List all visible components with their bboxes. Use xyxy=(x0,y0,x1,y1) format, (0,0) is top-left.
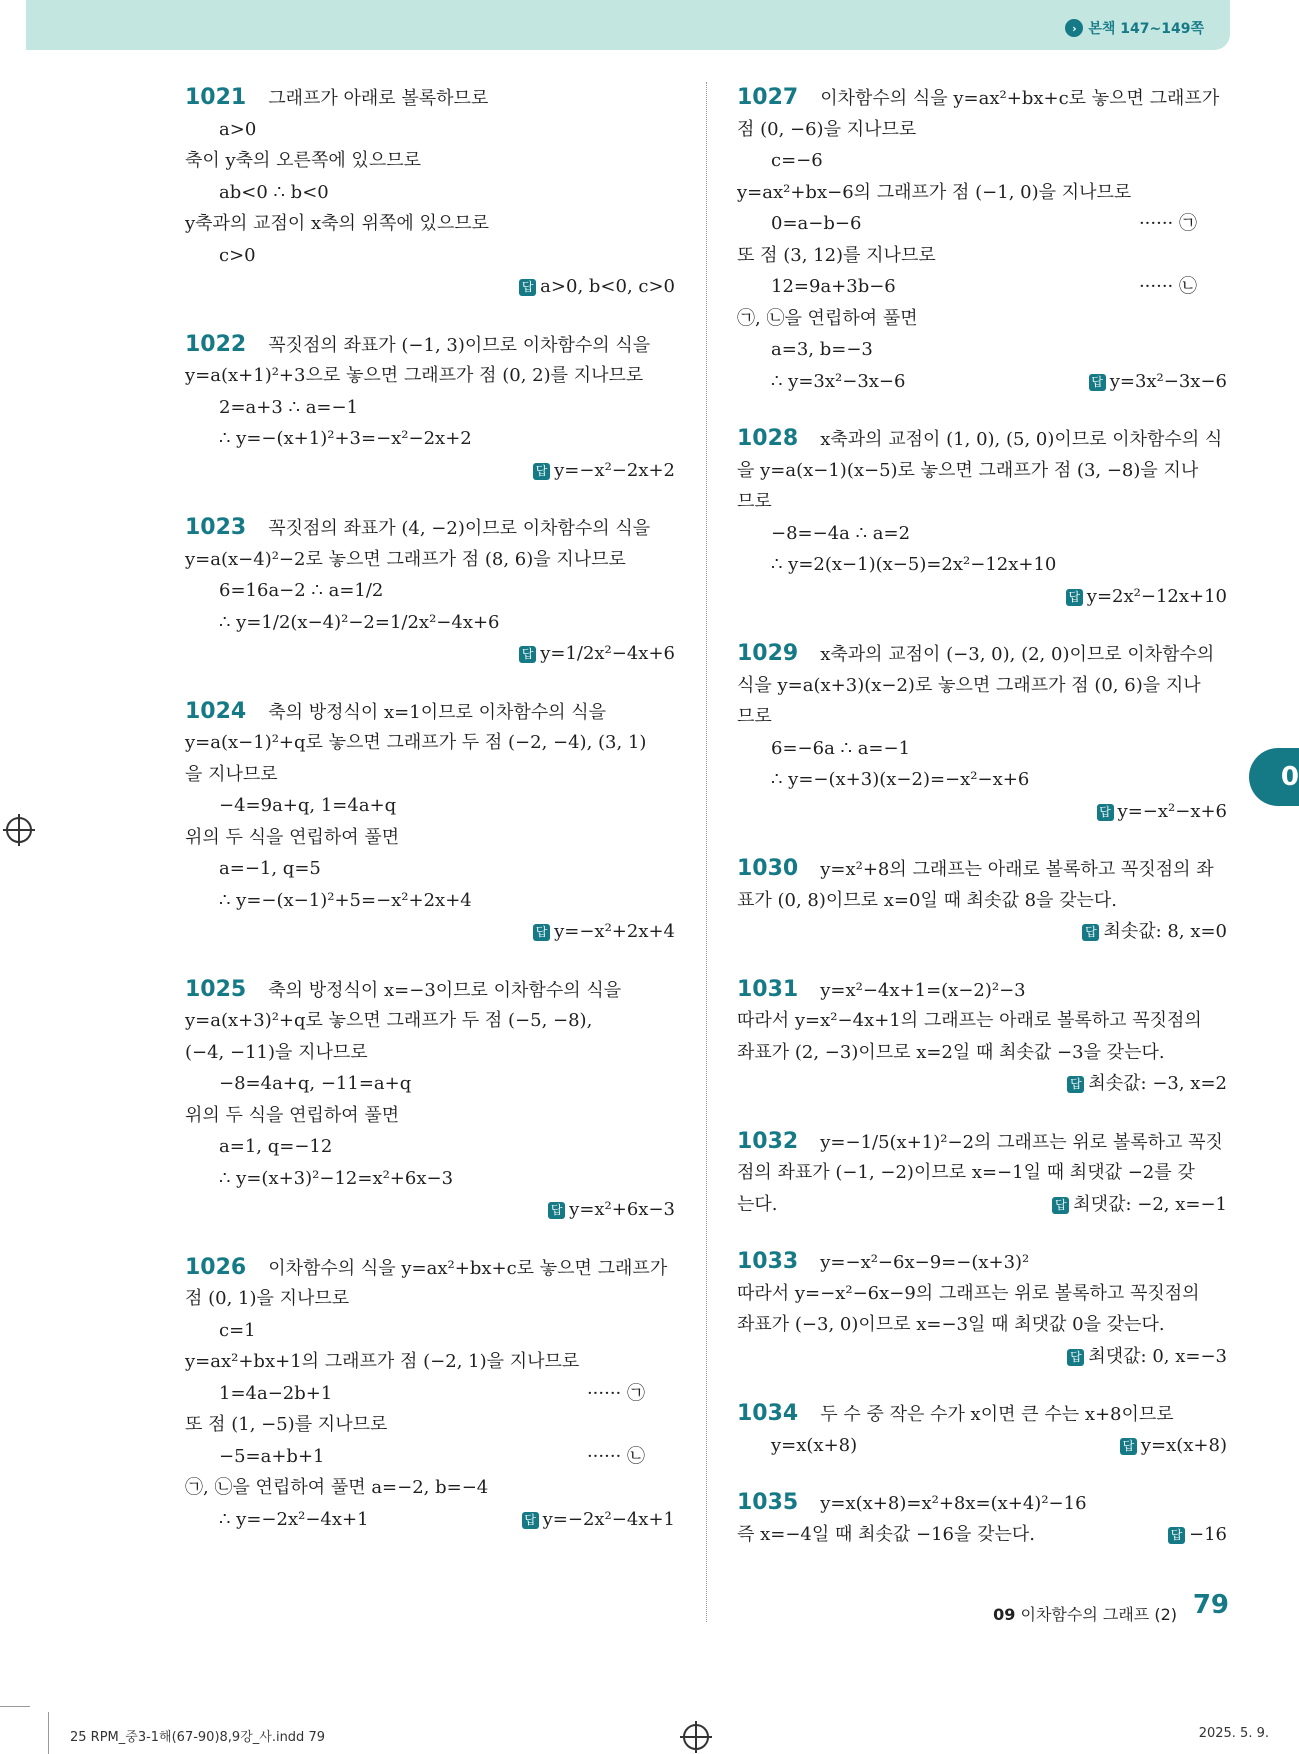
answer-line xyxy=(737,1068,1227,1100)
chapter-number: 09 xyxy=(993,1605,1016,1624)
solution-line xyxy=(185,512,675,544)
line-text: ∴ y=2(x−1)(x−5)=2x²−12x+10 xyxy=(771,554,1057,575)
line-text: y=x²−4x+1=(x−2)²−3 xyxy=(820,979,1026,1001)
chapter-tab xyxy=(1249,748,1299,806)
solution-line xyxy=(185,1441,675,1473)
problem-1025 xyxy=(185,974,675,1226)
line-text: c=−6 xyxy=(771,150,823,171)
solution-line xyxy=(737,303,1227,335)
line-text: 6=16a−2 ∴ a=1/2 xyxy=(219,580,384,601)
solution-line xyxy=(185,1100,675,1132)
line-text: y=ax²+bx+1의 그래프가 점 (−2, 1)을 지나므로 xyxy=(185,1351,580,1372)
line-text: −8=−4a ∴ a=2 xyxy=(771,522,911,544)
solution-line xyxy=(737,974,1227,1006)
problem-number: 1023 xyxy=(185,515,247,540)
answer-text: 최댓값: −2, x=−1 xyxy=(1073,1193,1227,1215)
solution-line xyxy=(737,853,1227,885)
chapter-footer xyxy=(993,1602,1177,1625)
chapter-title: 이차함수의 그래프 xyxy=(1020,1605,1150,1624)
answer-line xyxy=(185,638,675,670)
solution-line xyxy=(185,208,675,240)
solution-line xyxy=(185,790,675,822)
line-text: 이차함수의 식을 y=ax²+bx+c로 놓으면 그래프가 xyxy=(820,88,1220,109)
line-text: y=−x²−6x−9=−(x+3)² xyxy=(820,1252,1030,1273)
solution-line xyxy=(737,334,1227,366)
line-text: 6=−6a ∴ a=−1 xyxy=(771,737,911,759)
line-text: 좌표가 (−3, 0)이므로 x=−3일 때 최댓값 0을 갖는다. xyxy=(737,1314,1165,1335)
solution-line xyxy=(185,607,675,639)
registration-mark-bottom xyxy=(683,1724,709,1750)
line-text: y=1/2x²−4x+6 xyxy=(540,643,675,664)
line-text: 표가 (0, 8)이므로 x=0일 때 최솟값 8을 갖는다. xyxy=(737,889,1118,911)
answer-inline xyxy=(1168,1519,1227,1551)
solution-line xyxy=(185,1504,675,1536)
line-text: 므로 xyxy=(737,706,772,727)
line-text: 2=a+3 ∴ a=−1 xyxy=(219,396,359,418)
line-text: a=3, b=−3 xyxy=(771,339,873,360)
right-column xyxy=(737,82,1227,1576)
solution-line xyxy=(737,240,1227,272)
problem-number: 1022 xyxy=(185,331,247,357)
line-text: 그래프가 아래로 볼록하므로 xyxy=(268,88,489,109)
line-text: 최솟값: −3, x=2 xyxy=(1088,1073,1227,1094)
answer-line xyxy=(185,916,675,948)
line-text: y=a(x−4)²−2로 놓으면 그래프가 점 (8, 6)을 지나므로 xyxy=(185,548,626,570)
line-text: 12=9a+3b−6 xyxy=(771,276,896,297)
answer-inline xyxy=(1052,1189,1227,1221)
line-text: ∴ y=−(x−1)²+5=−x²+2x+4 xyxy=(219,889,472,911)
problem-number: 1027 xyxy=(737,85,799,110)
answer-icon: 답 xyxy=(1067,1349,1084,1366)
line-text: 는다. xyxy=(737,1193,778,1215)
answer-icon: 답 xyxy=(1120,1438,1137,1455)
line-text: 또 점 (3, 12)를 지나므로 xyxy=(737,244,936,266)
solution-line xyxy=(737,1246,1227,1278)
solution-line xyxy=(185,114,675,146)
line-text: 꼭짓점의 좌표가 (4, −2)이므로 이차함수의 식을 xyxy=(268,518,651,539)
solution-line xyxy=(185,240,675,272)
problem-number: 1028 xyxy=(737,426,799,451)
solution-line xyxy=(737,1487,1227,1519)
problem-number: 1034 xyxy=(737,1401,799,1426)
problem-1033 xyxy=(737,1246,1227,1372)
line-text: −4=9a+q, 1=4a+q xyxy=(219,795,397,816)
line-text: 즉 x=−4일 때 최솟값 −16을 갖는다. xyxy=(737,1523,1035,1545)
chevron-right-icon: › xyxy=(1065,19,1083,37)
solution-line xyxy=(737,1519,1227,1551)
line-text: y=ax²+bx−6의 그래프가 점 (−1, 0)을 지나므로 xyxy=(737,181,1132,203)
solution-line xyxy=(737,885,1227,917)
problem-1022 xyxy=(185,329,675,487)
line-text: 이차함수의 식을 y=ax²+bx+c로 놓으면 그래프가 xyxy=(268,1257,668,1279)
line-text: 따라서 y=x²−4x+1의 그래프는 아래로 볼록하고 꼭짓점의 xyxy=(737,1010,1202,1031)
line-text: 최솟값: 8, x=0 xyxy=(1103,921,1227,942)
answer-line xyxy=(185,1194,675,1226)
problem-1030 xyxy=(737,853,1227,948)
solution-line xyxy=(737,486,1227,518)
line-text: y=x(x+8)=x²+8x=(x+4)²−16 xyxy=(820,1493,1087,1514)
solution-line xyxy=(737,423,1227,455)
answer-line xyxy=(185,271,675,303)
solution-line xyxy=(737,733,1227,765)
line-text: y=−1/5(x+1)²−2의 그래프는 위로 볼록하고 꼭짓 xyxy=(820,1131,1223,1153)
line-text: y=2x²−12x+10 xyxy=(1086,585,1227,607)
line-text: −5=a+b+1 xyxy=(219,1445,325,1467)
solution-line xyxy=(185,82,675,114)
line-text: y=x²+6x−3 xyxy=(569,1199,675,1220)
line-text: 따라서 y=−x²−6x−9의 그래프는 위로 볼록하고 꼭짓점의 xyxy=(737,1282,1200,1304)
solution-line xyxy=(737,1005,1227,1037)
problem-1029 xyxy=(737,638,1227,827)
solution-line xyxy=(185,1315,675,1347)
solution-line xyxy=(185,575,675,607)
problem-number: 1035 xyxy=(737,1490,799,1515)
problem-number: 1030 xyxy=(737,856,799,881)
line-text: 0=a−b−6 xyxy=(771,213,862,234)
line-text: −8=4a+q, −11=a+q xyxy=(219,1073,412,1094)
solution-line xyxy=(185,1378,675,1410)
answer-text: y=−2x²−4x+1 xyxy=(542,1508,675,1530)
solution-line xyxy=(737,145,1227,177)
problem-number: 1021 xyxy=(185,85,247,110)
problem-1026 xyxy=(185,1252,675,1536)
page-number: 79 xyxy=(1192,1590,1229,1620)
solution-line xyxy=(737,455,1227,487)
line-text: 축의 방정식이 x=1이므로 이차함수의 식을 xyxy=(268,701,607,723)
line-text: y=a(x+1)²+3으로 놓으면 그래프가 점 (0, 2)를 지나므로 xyxy=(185,365,644,386)
solution-line xyxy=(737,549,1227,581)
line-text: x축과의 교점이 (1, 0), (5, 0)이므로 이차함수의 식 xyxy=(820,429,1223,450)
solution-line xyxy=(185,392,675,424)
line-text: 위의 두 식을 연립하여 풀면 xyxy=(185,826,400,848)
solution-line xyxy=(185,1037,675,1069)
solution-line xyxy=(185,885,675,917)
problem-1027 xyxy=(737,82,1227,397)
problem-number: 1029 xyxy=(737,641,799,666)
line-text: y=−x²−2x+2 xyxy=(554,459,675,481)
equation-marker: ······ ㉠ xyxy=(1138,213,1197,234)
line-text: a>0 xyxy=(219,118,257,140)
solution-line xyxy=(737,1430,1227,1462)
crop-line xyxy=(0,1706,30,1707)
answer-inline xyxy=(1120,1430,1227,1462)
problem-1032 xyxy=(737,1126,1227,1221)
line-text: 축의 방정식이 x=−3이므로 이차함수의 식을 xyxy=(268,979,622,1001)
problem-1023 xyxy=(185,512,675,670)
problem-number: 1026 xyxy=(185,1254,247,1280)
equation-marker: ······ ㉡ xyxy=(586,1445,645,1467)
line-text: ㉠, ㉡을 연립하여 풀면 xyxy=(737,307,918,329)
line-text: ㉠, ㉡을 연립하여 풀면 a=−2, b=−4 xyxy=(185,1477,489,1498)
solution-line xyxy=(185,1163,675,1195)
solution-line xyxy=(737,1189,1227,1221)
solution-line xyxy=(185,145,675,177)
line-text: 을 지나므로 xyxy=(185,763,278,785)
equation-marker: ······ ㉡ xyxy=(1138,276,1197,297)
solution-line xyxy=(737,764,1227,796)
problem-1021 xyxy=(185,82,675,303)
solution-line xyxy=(737,1157,1227,1189)
line-text: 1=4a−2b+1 xyxy=(219,1382,333,1404)
answer-line xyxy=(185,455,675,487)
solution-line xyxy=(185,1409,675,1441)
line-text: 점의 좌표가 (−1, −2)이므로 x=−1일 때 최댓값 −2를 갖 xyxy=(737,1162,1195,1183)
answer-inline xyxy=(522,1504,675,1536)
solution-line xyxy=(737,366,1227,398)
problem-1028 xyxy=(737,423,1227,612)
solution-line xyxy=(185,1005,675,1037)
answer-icon: 답 xyxy=(1082,924,1099,941)
solution-line xyxy=(185,177,675,209)
line-text: 식을 y=a(x+3)(x−2)로 놓으면 그래프가 점 (0, 6)을 지나 xyxy=(737,674,1201,696)
problem-number: 1025 xyxy=(185,976,247,1002)
line-text: a=1, q=−12 xyxy=(219,1136,333,1157)
solution-line xyxy=(737,1398,1227,1430)
equation-marker: ······ ㉠ xyxy=(586,1382,645,1404)
left-column xyxy=(185,82,675,1561)
line-text: 축이 y축의 오른쪽에 있으므로 xyxy=(185,150,421,171)
answer-icon: 답 xyxy=(533,924,550,941)
solution-line xyxy=(185,1131,675,1163)
problem-number: 1024 xyxy=(185,698,247,724)
solution-line xyxy=(737,1309,1227,1341)
answer-icon: 답 xyxy=(1168,1527,1185,1544)
crop-bar xyxy=(48,1712,49,1754)
line-text: 최댓값: 0, x=−3 xyxy=(1088,1345,1227,1367)
answer-icon: 답 xyxy=(1067,1076,1084,1093)
solution-line xyxy=(185,360,675,392)
line-text: 또 점 (1, −5)를 지나므로 xyxy=(185,1414,388,1435)
registration-mark-left xyxy=(6,817,32,843)
problem-number: 1033 xyxy=(737,1249,799,1274)
solution-line xyxy=(185,853,675,885)
solution-line xyxy=(737,701,1227,733)
answer-icon: 답 xyxy=(1097,804,1114,821)
answer-line xyxy=(737,1341,1227,1373)
line-text: y=−x²−x+6 xyxy=(1117,800,1227,822)
solution-line xyxy=(185,974,675,1006)
solution-line xyxy=(737,670,1227,702)
line-text: y=x(x+8) xyxy=(771,1434,858,1456)
chapter-tab-label: 0 xyxy=(1280,762,1299,792)
line-text: 므로 xyxy=(737,491,772,512)
line-text: y=a(x−1)²+q로 놓으면 그래프가 두 점 (−2, −4), (3, 1) xyxy=(185,732,647,753)
solution-line xyxy=(185,423,675,455)
solution-line xyxy=(185,1252,675,1284)
line-text: ∴ y=1/2(x−4)²−2=1/2x²−4x+6 xyxy=(219,611,500,633)
line-text: 점 (0, −6)을 지나므로 xyxy=(737,118,917,140)
line-text: (−4, −11)을 지나므로 xyxy=(185,1041,368,1063)
solution-line xyxy=(737,1126,1227,1158)
answer-line xyxy=(737,796,1227,828)
solution-line xyxy=(185,544,675,576)
problem-number: 1032 xyxy=(737,1128,799,1154)
solution-line xyxy=(737,638,1227,670)
problem-1035 xyxy=(737,1487,1227,1550)
solution-line xyxy=(737,114,1227,146)
solution-line xyxy=(737,1278,1227,1310)
line-text: ∴ y=−(x+3)(x−2)=−x²−x+6 xyxy=(771,769,1030,790)
solution-line xyxy=(737,518,1227,550)
line-text: ∴ y=−(x+1)²+3=−x²−2x+2 xyxy=(219,428,472,449)
solution-line xyxy=(185,696,675,728)
line-text: 점 (0, 1)을 지나므로 xyxy=(185,1288,350,1309)
solution-line xyxy=(737,1037,1227,1069)
answer-text: −16 xyxy=(1189,1523,1227,1545)
slug-right: 2025. 5. 9. xyxy=(1198,1726,1269,1741)
answer-text: y=x(x+8) xyxy=(1140,1434,1227,1456)
solution-line xyxy=(185,759,675,791)
problem-1034 xyxy=(737,1398,1227,1461)
line-text: y=x²+8의 그래프는 아래로 볼록하고 꼭짓점의 좌 xyxy=(820,859,1214,880)
solution-line xyxy=(185,1283,675,1315)
solution-line xyxy=(737,177,1227,209)
column-divider xyxy=(706,82,707,1622)
answer-icon: 답 xyxy=(522,1512,539,1529)
answer-inline xyxy=(1089,366,1227,398)
line-text: y=−x²+2x+4 xyxy=(554,921,675,942)
line-text: ∴ y=(x+3)²−12=x²+6x−3 xyxy=(219,1167,454,1189)
line-text: ∴ y=3x²−3x−6 xyxy=(771,370,906,392)
answer-icon: 답 xyxy=(548,1202,565,1219)
solution-line xyxy=(737,208,1227,240)
book-reference-text: 본책 147~149쪽 xyxy=(1088,21,1204,37)
answer-icon: 답 xyxy=(519,279,536,296)
line-text: ∴ y=−2x²−4x+1 xyxy=(219,1508,369,1530)
solution-line xyxy=(185,822,675,854)
answer-icon: 답 xyxy=(519,646,536,663)
chapter-part: (2) xyxy=(1154,1605,1177,1624)
problem-1031 xyxy=(737,974,1227,1100)
line-text: 꼭짓점의 좌표가 (−1, 3)이므로 이차함수의 식을 xyxy=(268,334,651,356)
answer-icon: 답 xyxy=(533,463,550,480)
solution-line xyxy=(185,329,675,361)
line-text: y=a(x+3)²+q로 놓으면 그래프가 두 점 (−5, −8), xyxy=(185,1010,593,1031)
answer-icon: 답 xyxy=(1052,1197,1069,1214)
line-text: y축과의 교점이 x축의 위쪽에 있으므로 xyxy=(185,213,490,234)
problem-1024 xyxy=(185,696,675,948)
answer-text: y=3x²−3x−6 xyxy=(1109,370,1227,392)
line-text: ab<0 ∴ b<0 xyxy=(219,181,329,203)
line-text: c=1 xyxy=(219,1319,256,1341)
line-text: 위의 두 식을 연립하여 풀면 xyxy=(185,1104,400,1126)
answer-line xyxy=(737,916,1227,948)
solution-line xyxy=(185,727,675,759)
line-text: x축과의 교점이 (−3, 0), (2, 0)이므로 이차함수의 xyxy=(820,644,1215,665)
book-reference xyxy=(1065,18,1204,38)
solution-line xyxy=(737,82,1227,114)
solution-line xyxy=(185,1068,675,1100)
line-text: a=−1, q=5 xyxy=(219,858,321,879)
answer-line xyxy=(737,581,1227,613)
slug-left: 25 RPM_중3-1해(67-90)8,9강_사.indd 79 xyxy=(70,1730,325,1745)
line-text: a>0, b<0, c>0 xyxy=(540,276,675,297)
solution-line xyxy=(185,1472,675,1504)
line-text: 두 수 중 작은 수가 x이면 큰 수는 x+8이므로 xyxy=(820,1404,1174,1425)
line-text: 좌표가 (2, −3)이므로 x=2일 때 최솟값 −3을 갖는다. xyxy=(737,1041,1165,1063)
answer-icon: 답 xyxy=(1066,589,1083,606)
header-bar xyxy=(26,0,1230,50)
line-text: 을 y=a(x−1)(x−5)로 놓으면 그래프가 점 (3, −8)을 지나 xyxy=(737,459,1199,481)
problem-number: 1031 xyxy=(737,976,799,1002)
solution-line xyxy=(737,271,1227,303)
answer-icon: 답 xyxy=(1089,374,1106,391)
line-text: c>0 xyxy=(219,244,256,266)
solution-line xyxy=(185,1346,675,1378)
